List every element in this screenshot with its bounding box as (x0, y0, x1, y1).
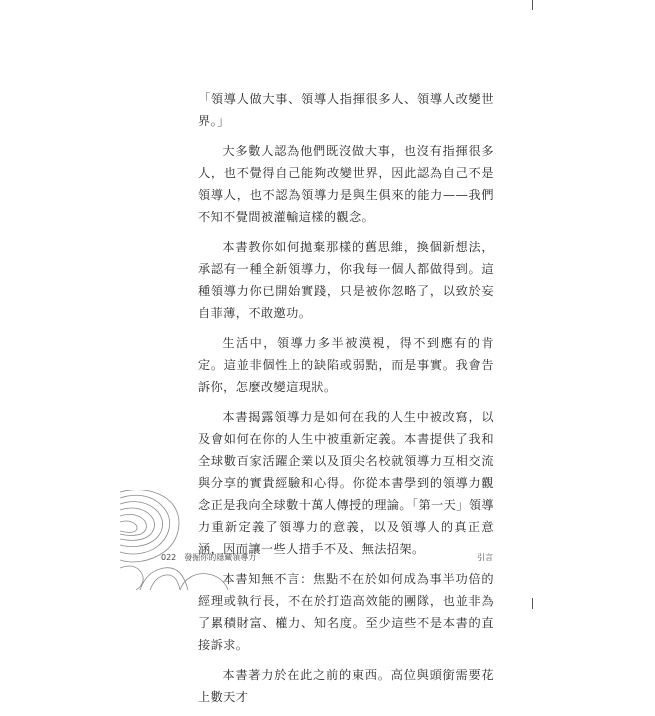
paragraph: 本書教你如何拋棄那樣的舊思維，換個新想法，承認有一種全新領導力，你我每一個人都做得到。這種領導力你已開始實踐，只是被你忽略了，以致於妄自菲薄，不敢邀功。 (198, 240, 494, 320)
paragraph: 生活中，領導力多半被漠視，得不到應有的肯定。這並非個性上的缺陷或弱點，而是事實。我會告訴你，怎麼改變這現狀。 (198, 336, 494, 394)
book-page (120, 0, 532, 704)
footer-left (161, 552, 256, 563)
paragraph: 本書揭露領導力是如何在我的人生中被改寫，以及會如何在你的人生中被重新定義。本書提供了我和全球數百家活躍企業以及頂尖名校就領導力互相交流與分享的實貴經驗和心得。你從本書學到的領導力觀念正是我向全球數十萬人傳授的理論。「第一天」領導力重新定義了領導力的意義，以及領導人的真正意涵，因而讓一些人措手不及、無法招架。 (198, 410, 494, 556)
crop-mark-top (532, 0, 533, 10)
book-title: 發掘你的隱藏領導力 (184, 553, 257, 562)
body-text (198, 88, 494, 716)
page-number: 022 (161, 553, 177, 562)
paragraph: 本書著力於在此之前的東西。高位與頭銜需要花上數天才 (198, 668, 494, 704)
paragraph: 本書知無不言：焦點不在於如何成為事半功倍的經理或執行長，不在於打造高效能的團隊，也並非為了累積財富、權力、知名度。至少這些不是本書的直接訴求。 (198, 572, 494, 652)
paragraph: 大多數人認為他們既沒做大事，也沒有指揮很多人，也不覺得自己能夠改變世界，因此認為自己不是領導人，也不認為領導力是與生俱來的能力——我們不知不覺間被灌輸這樣的觀念。 (198, 144, 494, 224)
opening-quote: 「領導人做大事、領導人指揮很多人、領導人改變世界。」 (198, 92, 494, 128)
crop-mark-bottom (532, 598, 533, 609)
section-label: 引言 (477, 553, 493, 562)
